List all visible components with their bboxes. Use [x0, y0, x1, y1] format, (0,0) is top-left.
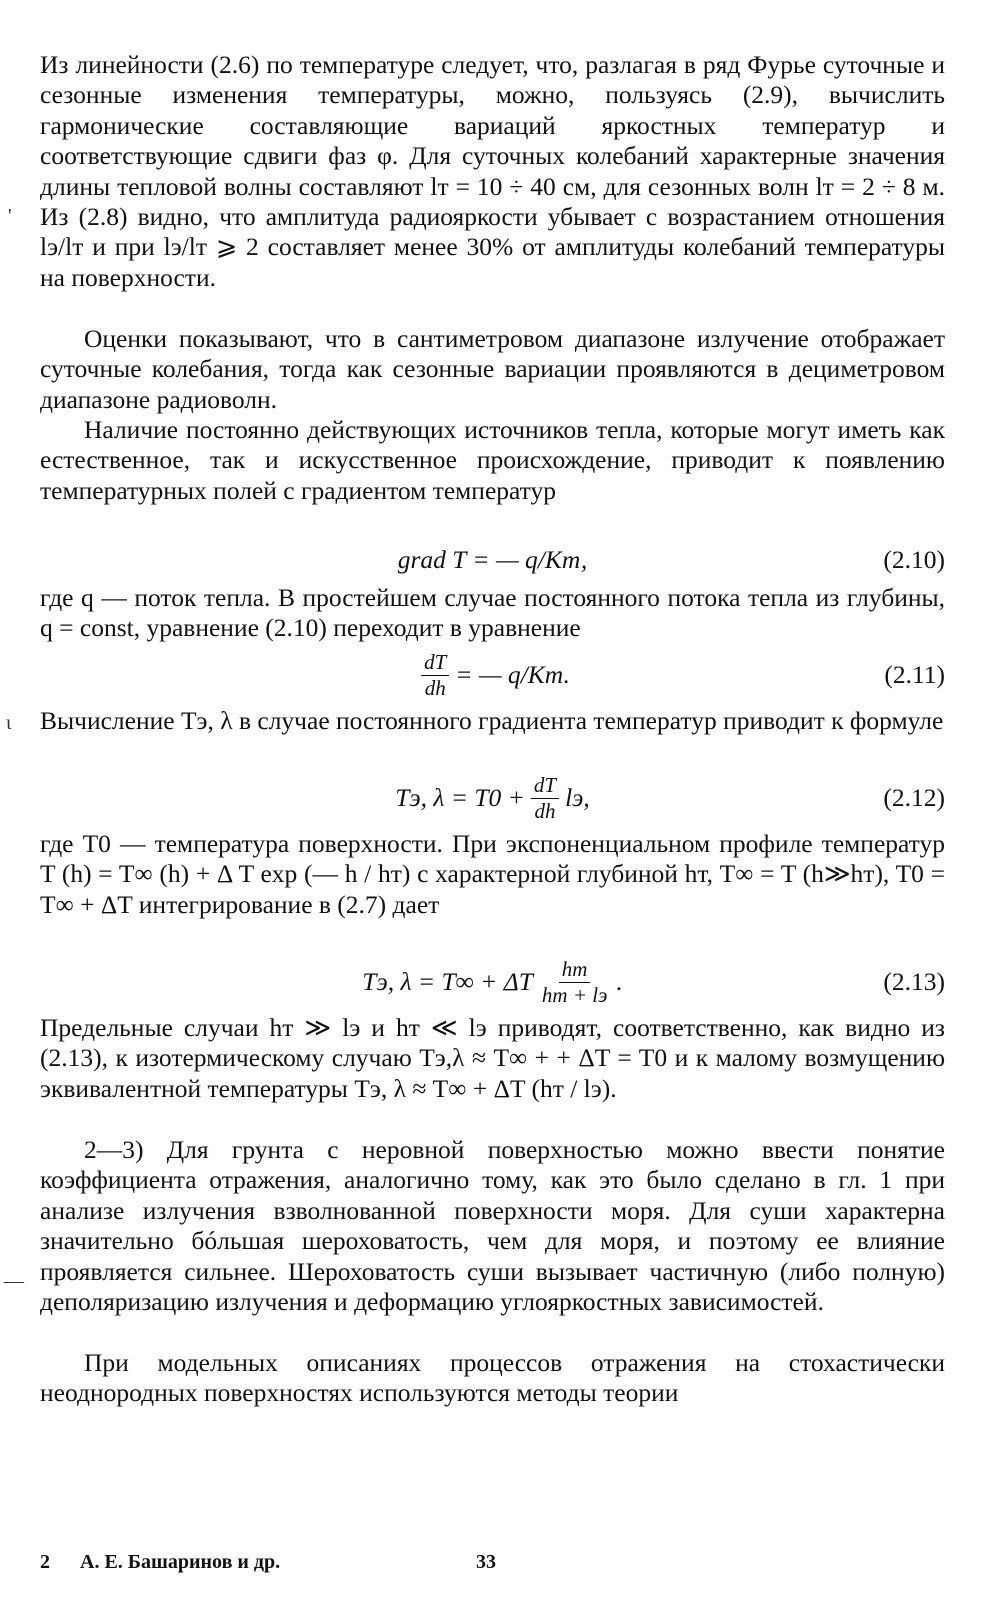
- equation-2-13-fraction: [539, 957, 610, 1006]
- paragraph-5: Вычисление Tэ, λ в случае постоянного градиента температур приводит к формуле: [40, 706, 944, 735]
- equation-2-13: [40, 951, 945, 1013]
- margin-mark-3: —: [4, 1270, 24, 1292]
- equation-2-12-numerator: dT: [531, 773, 559, 798]
- paragraph-8: 2—3) Для грунта с неровной поверхностью можно ввести понятие коэффициента отражения, аналогично тому, как это было сделано в гл. 1 при анализе излучения взволнованной поверхности моря. Для суши характерна значительно бóльшая шероховатость, чем для моря, и поэтому ее влияние проявляется сильнее. Шероховатость суши вызывает частичную (либо полную) деполяризацию излучения и деформацию углояркостных зависимостей.: [40, 1135, 945, 1317]
- page-body: [40, 50, 945, 1409]
- equation-2-10-body: grad T = — q/Kт,: [397, 545, 588, 574]
- page-number: 33: [476, 1551, 496, 1573]
- equation-2-12-fraction: [531, 773, 559, 822]
- paragraph-3: Наличие постоянно действующих источников тепла, которые могут иметь как естественное, так и искусственное происхождение, приводит к появлению температурных полей с градиентом температур: [40, 415, 945, 505]
- paragraph-4: где q — поток тепла. В простейшем случае постоянного потока тепла из глубины, q = const, уравнение (2.10) переходит в уравнение: [40, 583, 945, 643]
- equation-2-10: [40, 537, 945, 583]
- equation-2-13-rhs: .: [616, 967, 623, 996]
- page-footer: [40, 1551, 945, 1581]
- equation-2-12-denominator: dh: [534, 798, 556, 823]
- equation-2-12-lhs: Tэ, λ = T0 +: [395, 783, 525, 812]
- equation-2-13-number: (2.13): [883, 967, 945, 996]
- paragraph-2: Оценки показывают, что в сантиметровом диапазоне излучение отображает суточные колебания, тогда как сезонные вариации проявляются в дециметровом диапазоне радиоволн.: [40, 324, 945, 414]
- footer-author: А. Е. Башаринов и др.: [80, 1551, 281, 1573]
- equation-2-11-fraction: [421, 650, 449, 699]
- equation-2-10-number: (2.10): [883, 545, 945, 574]
- paragraph-1: Из линейности (2.6) по температуре следует, что, разлагая в ряд Фурье суточные и сезонные изменения температуры, можно, пользуясь (2.9), вычислить гармонические составляющие вариаций яркостных температур и соответствующие сдвиги фаз φ. Для суточных колебаний характерные значения длины тепловой волны составляют lт = 10 ÷ 40 см, для сезонных волн lт = 2 ÷ 8 м. Из (2.8) видно, что амплитуда радиояркости убывает с возрастанием отношения lэ/lт и при lэ/lт ⩾ 2 составляет менее 30% от амплитуды колебаний температуры на поверхности.: [40, 50, 945, 292]
- margin-mark-1: ': [8, 205, 12, 227]
- paragraph-9: При модельных описаниях процессов отражения на стохастически неоднородных поверхностях используются методы теории: [40, 1348, 945, 1408]
- equation-2-11-denominator: dh: [424, 675, 446, 700]
- equation-2-13-lhs: Tэ, λ = T∞ + ΔT: [362, 967, 533, 996]
- equation-2-11-rhs: = — q/Kт.: [455, 660, 570, 689]
- equation-2-11: [40, 644, 945, 706]
- equation-2-12: [40, 767, 945, 829]
- paragraph-7: Предельные случаи hт ≫ lэ и hт ≪ lэ приводят, соответственно, как видно из (2.13), к изотермическому случаю Tэ,λ ≈ T∞ + + ΔT = T0 и к малому возмущению эквивалентной температуры Tэ, λ ≈ T∞ + ΔT (hт / lэ).: [40, 1013, 945, 1103]
- margin-mark-2: ι: [6, 712, 12, 734]
- signature-mark: 2: [40, 1551, 50, 1573]
- equation-2-12-number: (2.12): [883, 783, 945, 812]
- equation-2-11-numerator: dT: [421, 650, 449, 675]
- equation-2-11-number: (2.11): [884, 660, 945, 689]
- equation-2-13-numerator: hт: [559, 957, 591, 982]
- equation-2-13-denominator: hт + lэ: [541, 982, 608, 1007]
- equation-2-12-rhs: lэ,: [565, 783, 590, 812]
- paragraph-6: где T0 — температура поверхности. При экспоненциальном профиле температур T (h) = T∞ (h) + Δ T exp (— h / hт) с характерной глубиной hт, T∞ = T (h≫hт), T0 = T∞ + ΔT интегрирование в (2.7) дает: [40, 829, 945, 919]
